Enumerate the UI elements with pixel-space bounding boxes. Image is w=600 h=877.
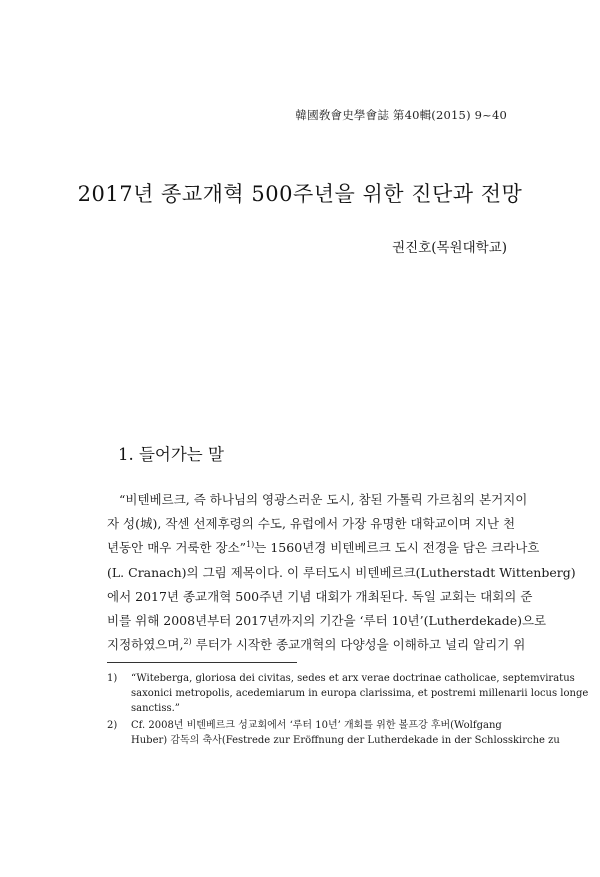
footnote — [107, 671, 589, 717]
footnotes — [107, 671, 589, 749]
body-line: (L. Cranach)의 그림 제목이다. 이 루터도시 비텐베르크(Lutherstadt Wittenberg) — [107, 564, 576, 580]
author-affiliation: 권진호(목원대학교) — [392, 240, 507, 256]
body-line: 지정하였으며,$^{2)}$ 루터가 시작한 종교개혁의 다양성을 이해하고 널리 알리기 위 — [107, 637, 526, 653]
footnote — [107, 718, 560, 748]
body-line: “비텐베르크, 즉 하나님의 영광스러운 도시, 참된 가톨릭 가르침의 본거지이 — [119, 492, 528, 507]
body-line: 자 성(城), 작센 선제후령의 수도, 유럽에서 가장 유명한 대학교이며 지난 천 — [107, 516, 516, 532]
footnote-divider — [107, 662, 297, 663]
body-line: 비를 위해 2008년부터 2017년까지의 기간을 ‘루터 10년’(Lutherdekade)으로 — [107, 613, 547, 629]
footnote-line: sanctiss.” — [131, 703, 180, 715]
body-line: 에서 2017년 종교개혁 500주년 기념 대회가 개최된다. 독일 교회는 대회의 준 — [107, 588, 533, 604]
footnote-line: Huber) 감독의 축사(Festrede zur Eröffnung der Lutherdekade in der Schlosskirche zu — [131, 734, 560, 746]
footnote-ref[interactable]: 2) — [183, 637, 192, 647]
body-paragraph — [107, 488, 576, 657]
running-head: 韓國敎會史學會誌 第40輯(2015) 9~40 — [295, 108, 507, 122]
paper-title: 2017년 종교개혁 500주년을 위한 진단과 전망 — [77, 182, 523, 206]
footnote-number: 2) — [107, 719, 118, 731]
footnote-number: 1) — [107, 673, 118, 684]
footnote-line: “Witeberga, gloriosa dei civitas, sedes et arx verae doctrinae catholicae, septemviratus — [131, 673, 575, 684]
footnote-ref[interactable]: 1) — [246, 540, 255, 550]
footnote-line: saxonici metropolis, acedemiarum in europa clarissima, et postremi millenarii locus longe — [131, 688, 589, 700]
body-line: 년동안 매우 거룩한 장소”$^{1)}$는 1560년경 비텐베르크 도시 전경을 담은 크라나흐 — [107, 540, 540, 556]
footnote-line: Cf. 2008년 비텐베르크 성교회에서 ‘루터 10년’ 개회를 위한 볼프강 후버(Wolfgang — [131, 719, 502, 731]
section-heading: 1. 들어가는 말 — [118, 445, 224, 464]
